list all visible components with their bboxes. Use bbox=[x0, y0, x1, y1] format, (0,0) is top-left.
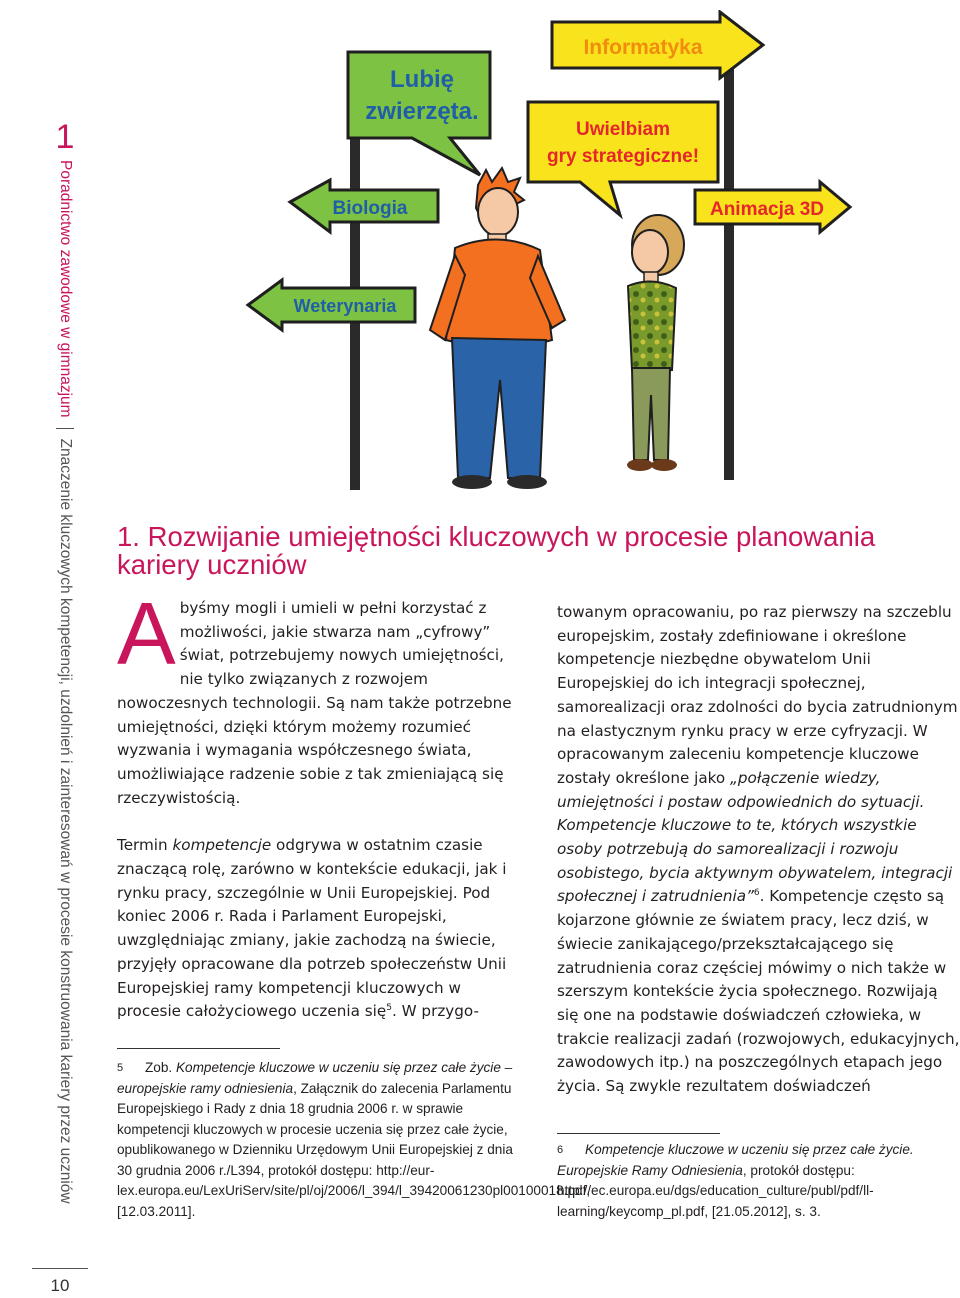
left-column bbox=[117, 584, 522, 1024]
sign-pole-right bbox=[724, 25, 734, 480]
drop-cap: A bbox=[117, 584, 176, 683]
sign-biologia bbox=[290, 180, 438, 232]
svg-text:Informatyka: Informatyka bbox=[583, 36, 703, 59]
footnote-6-title: Kompetencje kluczowe w uczeniu się przez całe życie. Europejskie Ramy Odniesienia bbox=[557, 1142, 914, 1178]
term-kompetencje: kompetencje bbox=[172, 836, 272, 855]
footnote-5: 5 Zob. Kompetencje kluczowe w uczeniu się przez całe życie – europejskie ramy odniesienia, Załącznik do zalecenia Parlamentu Europejskiego i Rady z dnia 18 grudnia 2006 r. w sprawie kompetencji kluczowych w procesie uczenia się przez całe życie, opublikowanego w Dzienniku Urzędowym Unii Europejskiej z dnia 30 grudnia 2006 r./L394, protokół dostępu: http://eur-lex.europa.eu/LexUriServ/site/pl/oj/2006/l_394/l_39420061230pl00100018.pdf, [12.03.2011]. bbox=[117, 1060, 591, 1219]
footer-rule bbox=[32, 1268, 88, 1269]
footnote-6 bbox=[557, 1140, 960, 1222]
competence-definition: „połączenie wiedzy, umiejętności i postaw odpowiednich do sytuacji. Kompetencje kluczowe to te, których wszystkie osoby potrzebują do samorealizacji i rozwoju osobistego, bycia aktywnym obywatelem, integracji społecznej i zatrudnienia” bbox=[557, 768, 953, 906]
footnote-rule-right bbox=[557, 1133, 720, 1134]
signpost-illustration bbox=[240, 10, 940, 490]
header-separator bbox=[56, 428, 74, 429]
paragraph-competences: Termin kompetencje odgrywa w ostatnim czasie znaczącą rolę, zarówno w kontekście edukacji, jak i rynku pracy, szczególnie w Unii Europejskiej. Pod koniec 2006 r. Rada i Parlament Europejski, uwzględniając zmiany, jakie zachodzą na świecie, przyjęły opracowane dla potrzeb społeczeństw Unii Europejskiej ramy kompetencji kluczowych w procesie całożyciowego uczenia się$^5$. W przygo- bbox=[117, 836, 507, 1021]
paragraph-intro bbox=[117, 584, 522, 810]
speech-bubble-uwielbiam bbox=[528, 102, 718, 215]
speech-bubble-lubie bbox=[348, 52, 490, 175]
svg-text:Animacja 3D: Animacja 3D bbox=[709, 199, 825, 220]
svg-text:Weterynaria: Weterynaria bbox=[293, 296, 397, 316]
sign-weterynaria bbox=[248, 280, 415, 330]
section-title bbox=[117, 523, 957, 579]
section-number: 1. bbox=[117, 521, 140, 552]
chapter-title: Znaczenie kluczowych kompetencji, uzdolnień i zainteresowań w procesie konstruowania kariery przez uczniów bbox=[56, 438, 74, 1204]
footnote-6-text: , protokół dostępu: http://ec.europa.eu/dgs/education_culture/publ/pdf/ll-learning/keycomp_pl.pdf, [21.05.2012], s. 3. bbox=[557, 1162, 874, 1219]
chapter-number: 1 bbox=[55, 118, 75, 156]
svg-text:Biologia: Biologia bbox=[332, 198, 408, 219]
intro-text: byśmy mogli i umieli w pełni korzystać z możliwości, jakie stwarza nam „cyfrowy” świat, potrzebujemy nowych umiejętności, nie tylko związanych z rozwojem nowoczesnych technologii. Są nam także potrzebne umiejętności, dzięki którym możemy rozumieć wyzwania i wymagania współczesnego świata, umożliwiające radzenie sobie z tak zmieniającą się rzeczywistością. bbox=[117, 599, 512, 807]
footnote-6-number: 6 bbox=[557, 1144, 564, 1156]
guide-title: Poradnictwo zawodowe w gimnazjum bbox=[56, 160, 74, 418]
page-number: 10 bbox=[50, 1276, 70, 1295]
footnote-rule-left bbox=[117, 1048, 280, 1049]
footnote-ref-5[interactable]: 5 bbox=[386, 1003, 392, 1014]
uwielbiam-line-1: Uwielbiam bbox=[576, 119, 670, 140]
footnote-5-number: 5 bbox=[117, 1062, 124, 1074]
right-column bbox=[557, 601, 960, 1099]
paragraph-continued: towanym opracowaniu, po raz pierwszy na szczeblu europejskim, zostały zdefiniowane i określone kompetencje niezbędne obywatelom Unii Europejskiej do ich integracji społecznej, samorealizacji oraz zdolności do bycia zatrudnionym na elastycznym rynku pracy w erze cyfryzacji. W opracowanym zaleceniu kompetencje kluczowe zostały określone jako „połączenie wiedzy, umiejętności i postaw odpowiednich do sytuacji. Kompetencje kluczowe to te, których wszystkie osoby potrzebują do samorealizacji i rozwoju osobistego, bycia aktywnym obywatelem, integracji społecznej i zatrudnienia”$^6$. Kompetencje często są kojarzone głównie ze światem pracy, lecz dziś, w świecie zanikającego/przekształcającego się zatrudnienia coraz częściej mówimy o nich także w szerszym kontekście życia społecznego. Rozwijają się one na podstawie doświadczeń człowieka, w trakcie realizacji zadań (rozwojowych, edukacyjnych, zawodowych itp.) na poszczególnych etapach jego życia. Są zwykle rezultatem doświadczeń bbox=[557, 603, 960, 1096]
uwielbiam-line-2: gry strategiczne! bbox=[546, 146, 700, 167]
sign-animacja bbox=[695, 182, 850, 232]
girl-figure bbox=[627, 215, 684, 471]
footnote-5-text: , Załącznik do zalecenia Parlamentu Europejskiego i Rady z dnia 18 grudnia 2006 r. w sprawie kompetencji kluczowych w procesie uczenia się przez całe życie, opublikowanego w Dzienniku Urzędowym Unii Europejskiej z dnia 30 grudnia 2006 r./L394, protokół dostępu: http://eur-lex.europa.eu/LexUriServ/site/pl/oj/2006/l_394/l_39420061230pl00100018.pdf, [12.03.2011]. bbox=[117, 1080, 591, 1219]
lubie-line-2: zwierzęta. bbox=[365, 98, 479, 125]
footnote-5-title: Kompetencje kluczowe w uczeniu się przez całe życie – europejskie ramy odniesienia bbox=[117, 1060, 513, 1096]
sign-informatyka bbox=[552, 12, 763, 78]
running-header bbox=[52, 160, 74, 1240]
lubie-line-1: Lubię bbox=[390, 66, 454, 93]
section-title-text: Rozwijanie umiejętności kluczowych w procesie planowania kariery uczniów bbox=[117, 521, 876, 580]
footnote-ref-6[interactable]: 6 bbox=[753, 888, 760, 899]
boy-figure bbox=[430, 168, 565, 489]
